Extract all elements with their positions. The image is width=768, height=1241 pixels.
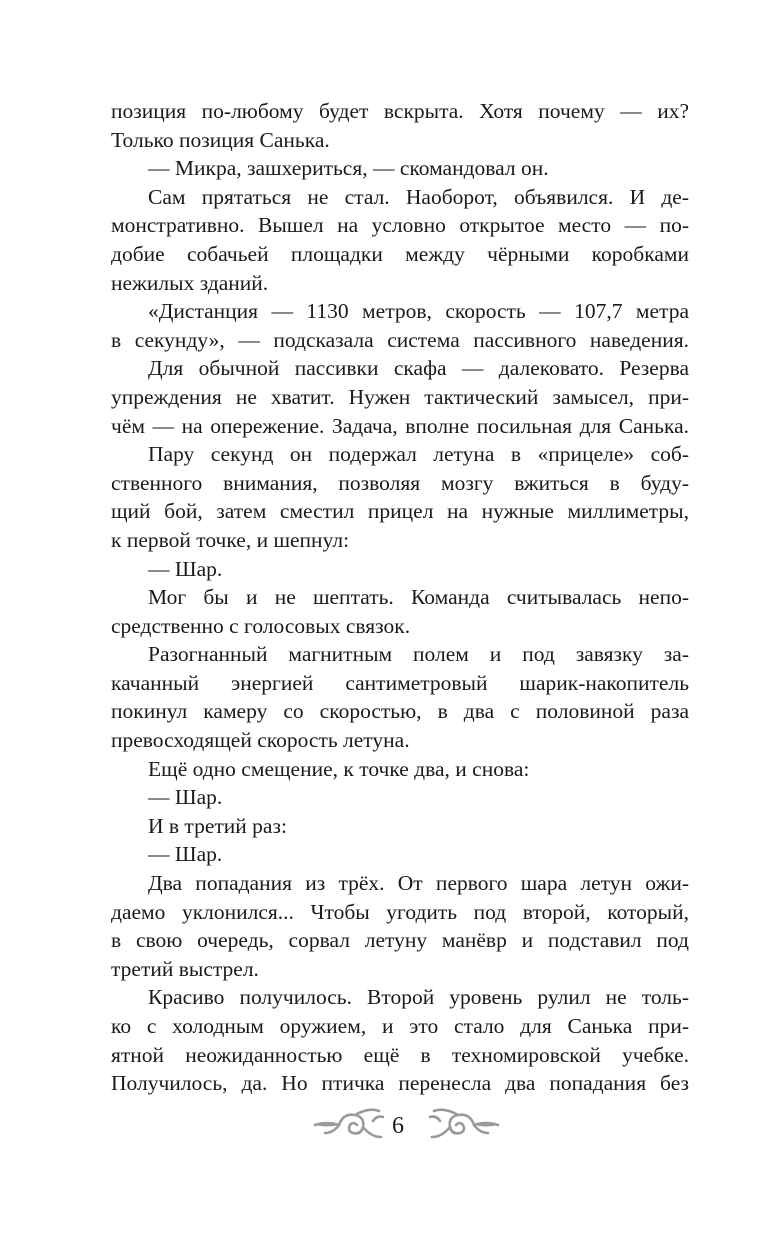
page-number: 6 — [392, 1113, 404, 1139]
text-line: упреждения не хватит. Нужен тактический замысел, при- — [111, 384, 689, 409]
paragraph — [111, 983, 689, 1097]
text-line: в свою очередь, сорвал летуну манёвр и подставил под — [111, 928, 689, 953]
text-line: Пару секунд он подержал летуна в «прицеле» соб- — [148, 442, 689, 467]
text-line: Сам прятаться не стал. Наоборот, объявился. И де- — [148, 184, 689, 209]
text-line: щий бой, затем сместил прицел на нужные миллиметры, — [111, 499, 689, 524]
text-line: Получилось, да. Но птичка перенесла два попадания без — [111, 1071, 689, 1096]
text-line: чём — на опережение. Задача, вполне посильная для Санька. — [111, 413, 689, 438]
text-line: качанный энергией сантиметровый шарик-накопитель — [111, 670, 689, 695]
text-line: — Шар. — [148, 842, 223, 867]
scroll-ornament-right-icon — [426, 1103, 500, 1147]
paragraph — [111, 440, 689, 554]
paragraph — [111, 354, 689, 440]
text-line: покинул камеру со скоростью, в два с половиной раза — [111, 699, 689, 724]
text-line: Для обычной пассивки скафа — далековато. Резерва — [148, 356, 689, 381]
text-line: — Микра, зашхериться, — скомандовал он. — [148, 156, 549, 181]
text-line: нежилых зданий. — [111, 270, 269, 295]
text-line: И в третий раз: — [148, 813, 287, 838]
paragraph — [111, 812, 689, 841]
text-line: ко с холодным оружием, и это стало для Санька при- — [111, 1014, 689, 1038]
text-line: монстративно. Вышел на условно открытое место — по- — [111, 213, 689, 238]
paragraph — [111, 640, 689, 754]
text-line: Мог бы и не шептать. Команда считывалась непо- — [148, 585, 689, 610]
page-footer — [0, 1103, 768, 1153]
text-line: даемо уклонился... Чтобы угодить под второй, который, — [111, 899, 689, 924]
text-line: третий выстрел. — [111, 956, 259, 981]
text-line: ятной неожиданностью ещё в техномировской учебке. — [111, 1042, 689, 1067]
paragraph — [111, 755, 689, 784]
text-line: — Шар. — [148, 785, 223, 810]
text-line: позиция по-любому будет вскрыта. Хотя почему — их? — [111, 99, 689, 123]
paragraph — [111, 869, 689, 983]
paragraph — [111, 183, 689, 297]
text-line: превосходящей скорость летуна. — [111, 728, 410, 753]
text-line: Ещё одно смещение, к точке два, и снова: — [148, 756, 530, 781]
paragraph — [111, 840, 689, 869]
paragraph — [111, 97, 689, 154]
paragraph — [111, 583, 689, 640]
text-line: добие собачьей площадки между чёрными коробками — [111, 241, 689, 266]
text-line: средственно с голосовых связок. — [111, 613, 411, 638]
paragraph — [111, 783, 689, 812]
text-line: Разогнанный магнитным полем и под завязку за- — [148, 642, 689, 667]
text-line: ственного внимания, позволяя мозгу вжиться в буду- — [111, 470, 689, 495]
text-line: в секунду», — подсказала система пассивного наведения. — [111, 327, 689, 352]
text-line: «Дистанция — 1130 метров, скорость — 107,7 метра — [148, 299, 689, 324]
page-text — [111, 97, 689, 1098]
text-line: к первой точке, и шепнул: — [111, 527, 350, 552]
paragraph — [111, 297, 689, 354]
paragraph — [111, 555, 689, 584]
text-line: Только позиция Санька. — [111, 127, 330, 152]
text-line: Два попадания из трёх. От первого шара летун ожи- — [148, 871, 689, 896]
text-line: — Шар. — [148, 556, 223, 581]
text-line: Красиво получилось. Второй уровень рулил не толь- — [148, 985, 689, 1010]
paragraph — [111, 154, 689, 183]
